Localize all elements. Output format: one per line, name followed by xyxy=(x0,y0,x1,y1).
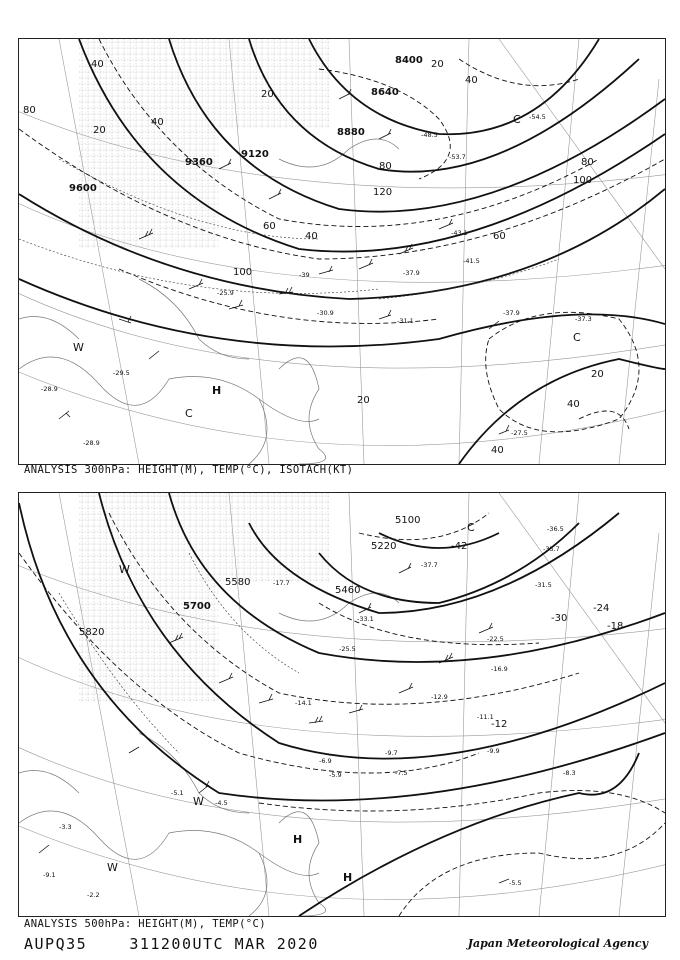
cold-center-label: C xyxy=(513,113,521,126)
temp-label: -54.5 xyxy=(529,113,546,121)
temp-label: -41.5 xyxy=(463,257,480,265)
temp-label: -31.5 xyxy=(535,581,552,589)
height-label: 9360 xyxy=(185,157,213,168)
temp-label: -9.1 xyxy=(43,871,56,879)
isotach-label: 40 xyxy=(91,59,104,70)
isotach-label: 120 xyxy=(373,187,393,198)
temp-label: -5.9 xyxy=(329,771,342,779)
isotach-label: 40 xyxy=(491,445,504,456)
cold-center-label: C xyxy=(185,407,193,420)
temp-label: -43.1 xyxy=(451,229,468,237)
isotach-label: 20 xyxy=(93,125,106,136)
height-label: 5580 xyxy=(225,577,251,588)
hatched-terrain xyxy=(219,493,329,583)
valid-time: 311200UTC MAR 2020 xyxy=(129,935,319,953)
isotach-label: 20 xyxy=(357,395,370,406)
warm-center-label: W xyxy=(107,861,118,874)
temp-label: -31.1 xyxy=(397,317,414,325)
isotach-label: 80 xyxy=(379,161,392,172)
temp-label: -39 xyxy=(299,271,310,279)
temp-label: -16.9 xyxy=(491,665,508,673)
isotherm-label: -30 xyxy=(551,613,568,624)
temp-label: -37.7 xyxy=(421,561,438,569)
isotach-label: 60 xyxy=(493,231,506,242)
temp-label: -9.9 xyxy=(487,747,500,755)
temp-label: -5.5 xyxy=(509,879,522,887)
isotach-label: 100 xyxy=(573,175,593,186)
temp-label: -3.3 xyxy=(59,823,72,831)
high-center-label: H xyxy=(212,384,222,397)
temp-label: -17.7 xyxy=(273,579,290,587)
temp-label: -37.9 xyxy=(503,309,520,317)
map-300hpa xyxy=(18,38,666,465)
map-500hpa-svg xyxy=(19,493,665,916)
isotach-label: 40 xyxy=(151,117,164,128)
chart-code: AUPQ35 xyxy=(24,935,88,953)
temp-label: -28.9 xyxy=(83,439,100,447)
high-center-label: H xyxy=(343,871,353,884)
temp-label: -37.9 xyxy=(403,269,420,277)
isotherm-label: -18 xyxy=(607,621,624,632)
isotach-label: 40 xyxy=(465,75,478,86)
temp-label: -33.1 xyxy=(357,615,374,623)
caption-300hpa: ANALYSIS 300hPa: HEIGHT(M), TEMP(°C), ISOTACH(KT) xyxy=(24,464,354,476)
temp-label: -22.5 xyxy=(487,635,504,643)
temp-label: -6.9 xyxy=(319,757,332,765)
map-300hpa-svg xyxy=(19,39,665,464)
hatched-terrain xyxy=(79,493,219,703)
temp-label: -25.9 xyxy=(217,289,234,297)
isotach-label: 40 xyxy=(305,231,318,242)
hatched-terrain xyxy=(219,39,329,129)
temp-label: -12.9 xyxy=(431,693,448,701)
height-label: 5820 xyxy=(79,627,105,638)
temp-label: -36.5 xyxy=(547,525,564,533)
isotach-label: 80 xyxy=(581,157,594,168)
temp-label: -7.5 xyxy=(395,769,408,777)
isotach-label: 20 xyxy=(261,89,274,100)
isotach-label: 20 xyxy=(431,59,444,70)
temp-label: -4.5 xyxy=(215,799,228,807)
height-label: 5100 xyxy=(395,515,421,526)
warm-center-label: W xyxy=(193,795,204,808)
temp-label: -37.3 xyxy=(575,315,592,323)
isotach-label: 40 xyxy=(567,399,580,410)
height-label: 9600 xyxy=(69,183,97,194)
temp-label: -35.7 xyxy=(543,545,560,553)
temp-label: -14.1 xyxy=(295,699,312,707)
height-label: 8400 xyxy=(395,55,423,66)
isotach-label: 100 xyxy=(233,267,253,278)
temp-label: -48.5 xyxy=(421,131,438,139)
map-500hpa xyxy=(18,492,666,917)
warm-center-label: W xyxy=(119,563,130,576)
height-label: 5460 xyxy=(335,585,361,596)
cold-center-label: C xyxy=(573,331,581,344)
isotach-label: 20 xyxy=(591,369,604,380)
height-label: 5220 xyxy=(371,541,397,552)
warm-center-label: W xyxy=(73,341,84,354)
temp-label: -29.5 xyxy=(113,369,130,377)
cold-center-label: C xyxy=(467,521,475,534)
isotach-label: 60 xyxy=(263,221,276,232)
high-center-label: H xyxy=(293,833,303,846)
temp-label: -27.5 xyxy=(511,429,528,437)
agency-name: Japan Meteorological Agency xyxy=(467,937,648,950)
caption-500hpa: ANALYSIS 500hPa: HEIGHT(M), TEMP(°C) xyxy=(24,918,266,930)
isotach-label: 80 xyxy=(23,105,36,116)
temp-label: -5.1 xyxy=(171,789,184,797)
temp-label: -25.5 xyxy=(339,645,356,653)
temp-label: -8.3 xyxy=(563,769,576,777)
temp-label: -11.1 xyxy=(477,713,494,721)
isotherm-label: -12 xyxy=(491,719,508,730)
hatched-terrain xyxy=(79,39,219,249)
temp-label: -2.2 xyxy=(87,891,100,899)
height-label: 9120 xyxy=(241,149,269,160)
height-label: 8640 xyxy=(371,87,399,98)
temp-label: -53.7 xyxy=(449,153,466,161)
isotherm-label: -42 xyxy=(451,541,468,552)
height-label: 5700 xyxy=(183,601,211,612)
temp-label: -28.9 xyxy=(41,385,58,393)
chart-code-and-time xyxy=(24,935,319,953)
height-label: 8880 xyxy=(337,127,365,138)
temp-label: -30.9 xyxy=(317,309,334,317)
isotherm-label: -24 xyxy=(593,603,610,614)
temp-label: -9.7 xyxy=(385,749,398,757)
